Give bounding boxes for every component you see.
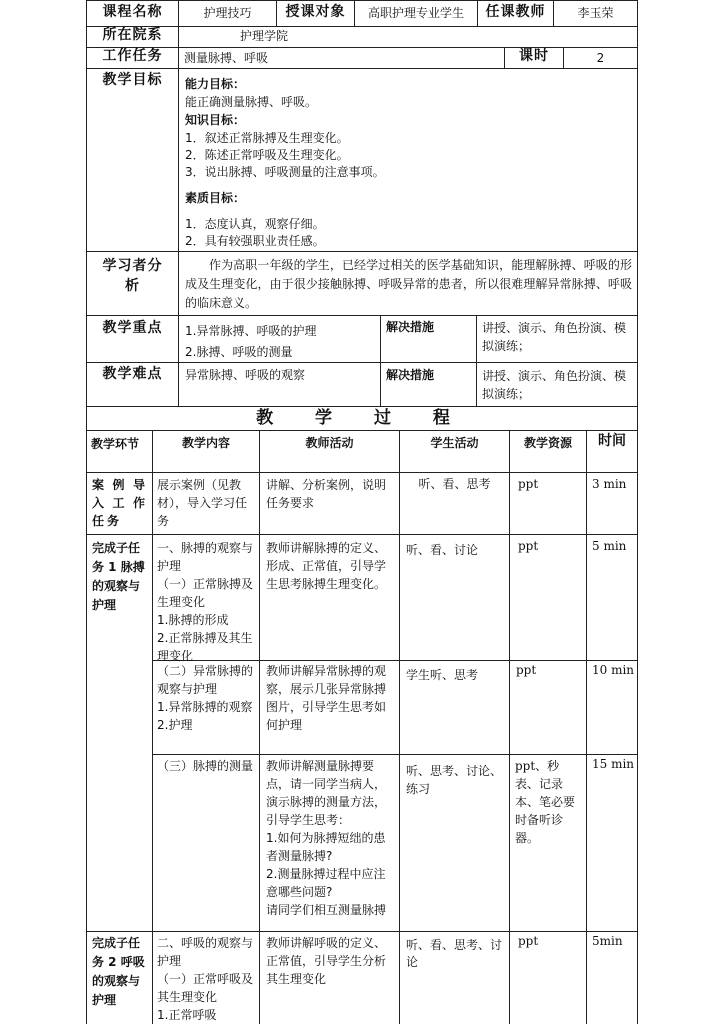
rule	[509, 430, 510, 1024]
table-row-stage: 完成子任务 1 脉搏的观察与护理	[92, 541, 145, 612]
rule	[86, 315, 638, 316]
table-row-student: 听、看、讨论	[406, 543, 479, 557]
column-header: 教师活动	[305, 436, 354, 450]
rule	[86, 430, 638, 431]
column-header: 学生活动	[430, 436, 479, 450]
difficulty-measure-label: 解决措施	[386, 368, 435, 382]
key-point-list	[185, 321, 375, 363]
difficulty-label: 教学难点	[102, 366, 163, 382]
table-row-resource: ppt	[518, 477, 539, 491]
table-row-resource: ppt、秒表、记录本、笔必要时备听诊器。	[515, 759, 576, 845]
column-header: 教学资源	[523, 436, 572, 450]
table-row-stage: 案例导入工作任务	[92, 478, 148, 528]
quality-item: 2．具有较强职业责任感。	[185, 234, 325, 248]
rule	[86, 931, 638, 932]
key-point-item: 1.异常脉搏、呼吸的护理	[185, 324, 317, 338]
quality-title: 素质目标：	[185, 191, 246, 205]
course-name-label: 课程名称	[102, 4, 163, 20]
table-row-time: 3 min	[592, 477, 627, 491]
rule	[86, 251, 638, 252]
audience: 高职护理专业学生	[367, 6, 464, 20]
difficulty-measure: 讲授、演示、角色扮演、模拟演练；	[482, 369, 627, 401]
rule	[86, 406, 638, 407]
table-row-teacher: 教师讲解异常脉搏的观察，展示几张异常脉搏图片，引导学生思考如何护理	[266, 664, 387, 732]
knowledge-title: 知识目标：	[185, 113, 246, 127]
key-point-label: 教学重点	[102, 320, 163, 336]
task-value: 测量脉搏、呼吸	[184, 51, 269, 65]
table-row-content: 一、脉搏的观察与护理 （一）正常脉搏及生理变化 1.脉搏的形成 2.正常脉搏及其生理变化	[157, 541, 254, 663]
table-row-stage: 完成子任务 2 呼吸的观察与护理	[92, 936, 145, 1007]
learner-label-line: 析	[125, 278, 140, 294]
course-name: 护理技巧	[203, 6, 252, 20]
learner-text: 作为高职一年级的学生，已经学过相关的医学基础知识，能理解脉搏、呼吸的形成及生理变化，由于很少接触脉搏、呼吸异常的患者，所以很难理解异常脉搏、呼吸的临床意义。	[185, 258, 632, 310]
table-row-teacher: 教师讲解测量脉搏要点，请一同学当病人，演示脉搏的测量方法，引导学生思考： 1.如何为脉搏短绌的患者测量脉搏? 2.测量脉搏过程中应注意哪些问题? 请同学们相互测量脉搏	[266, 759, 387, 917]
process-title: 教 学 过 程	[256, 408, 468, 428]
rule	[152, 754, 638, 755]
task-label: 工作任务	[102, 48, 163, 64]
hours-label: 课时	[519, 48, 549, 64]
teacher-label: 任课教师	[485, 4, 546, 20]
table-row-student: 听、看、思考、讨论	[406, 938, 503, 969]
column-header: 教学环节	[91, 437, 140, 451]
table-row-resource: ppt	[518, 934, 539, 948]
table-row-resource: ppt	[518, 539, 539, 553]
knowledge-item: 2．陈述正常呼吸及生理变化。	[185, 148, 349, 162]
table-row-time: 10 min	[592, 663, 635, 677]
rule	[86, 534, 638, 535]
column-header: 时间	[598, 433, 626, 449]
key-measure: 讲授、演示、角色扮演、模拟演练；	[482, 321, 627, 353]
table-row-student: 学生听、思考	[406, 668, 479, 682]
table-row-resource: ppt	[516, 663, 537, 677]
goals-label: 教学目标	[102, 72, 163, 88]
table-row-time: 5min	[592, 934, 623, 948]
table-row-content: 展示案例（见教材），导入学习任务	[157, 478, 248, 528]
key-measure-label: 解决措施	[386, 320, 435, 334]
table-row-content: （二）异常脉搏的观察与护理 1.异常脉搏的观察 2.护理	[157, 664, 254, 732]
rule	[586, 430, 587, 1024]
knowledge-item: 3．说出脉搏、呼吸测量的注意事项。	[185, 165, 385, 179]
rule	[152, 430, 153, 1024]
rule	[476, 315, 477, 406]
audience-label: 授课对象	[285, 4, 346, 20]
column-header: 教学内容	[181, 436, 230, 450]
table-row-student: 听、思考、讨论、练习	[406, 764, 503, 796]
rule	[86, 68, 638, 69]
key-point-item: 2.脉搏、呼吸的测量	[185, 345, 293, 359]
learner-label	[87, 256, 178, 296]
rule	[86, 472, 638, 473]
table-row-time: 5 min	[592, 539, 627, 553]
difficulty-text: 异常脉搏、呼吸的观察	[185, 368, 306, 382]
table-row-teacher: 教师讲解脉搏的定义、形成、正常值，引导学生思考脉搏生理变化。	[266, 541, 387, 591]
rule	[380, 315, 381, 406]
table-row-content: （三）脉搏的测量	[157, 759, 254, 773]
dept-name: 护理学院	[240, 29, 289, 43]
rule	[399, 430, 400, 1024]
rule	[637, 0, 638, 1024]
table-row-teacher: 教师讲解呼吸的定义、正常值，引导学生分析其生理变化	[266, 936, 387, 986]
learner-label-line: 学习者分	[102, 258, 163, 274]
rule	[86, 0, 638, 1]
rule	[178, 68, 179, 406]
table-row-content: 二、呼吸的观察与护理 （一）正常呼吸及其生理变化 1.正常呼吸	[157, 936, 254, 1022]
teacher-name: 李玉荣	[577, 6, 614, 20]
table-row-student: 听、看、思考	[418, 477, 491, 491]
table-row-teacher: 讲解、分析案例，说明任务要求	[266, 478, 387, 510]
table-row-time: 15 min	[592, 757, 635, 771]
ability-title: 能力目标：	[185, 77, 246, 91]
knowledge-item: 1．叙述正常脉搏及生理变化。	[185, 131, 349, 145]
rule	[259, 430, 260, 1024]
quality-item: 1．态度认真，观察仔细。	[185, 217, 325, 231]
ability-text: 能正确测量脉搏、呼吸。	[185, 95, 318, 109]
hours-value: 2	[596, 51, 605, 65]
dept-label: 所在院系	[102, 27, 163, 43]
rule	[86, 0, 87, 1024]
